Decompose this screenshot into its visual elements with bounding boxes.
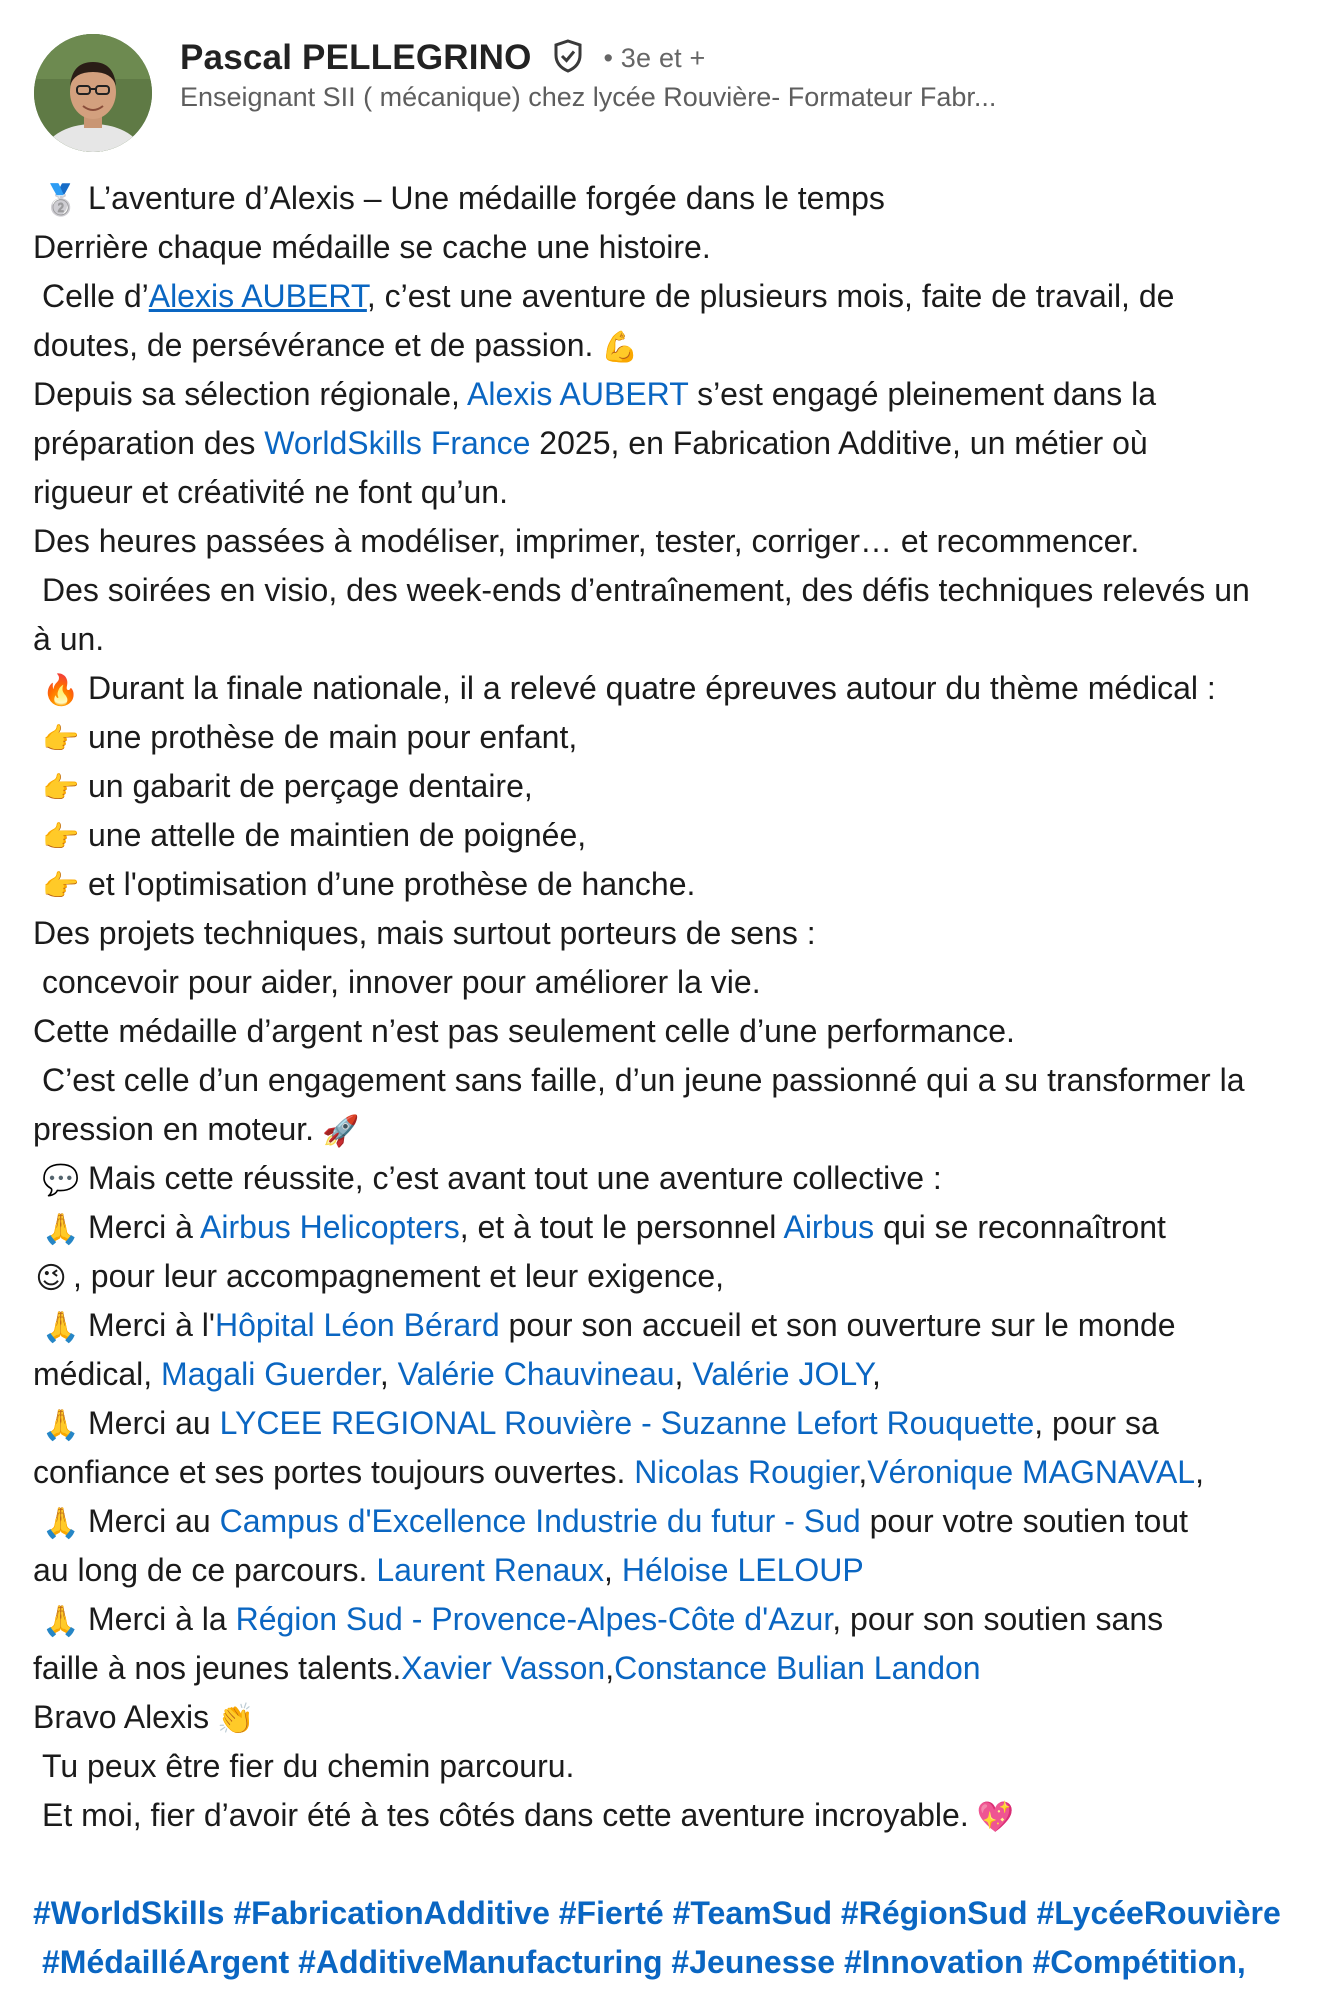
post-line: 🙏 Merci à l'Hôpital Léon Bérard pour son accueil et son ouverture sur le monde <box>33 1301 1323 1350</box>
paragraph-gap <box>33 1840 1323 1889</box>
post-line: doutes, de persévérance et de passion. 💪 <box>33 321 1323 370</box>
post-line: Des projets techniques, mais surtout porteurs de sens : <box>33 915 816 951</box>
post-line: Depuis sa sélection régionale, Alexis AUBERT s’est engagé pleinement dans la <box>33 376 1157 412</box>
mention-link[interactable]: Hôpital Léon Bérard <box>215 1307 500 1343</box>
post-line: 💬 Mais cette réussite, c’est avant tout une aventure collective : <box>33 1154 1323 1203</box>
post-line: Des heures passées à modéliser, imprimer, tester, corriger… et recommencer. <box>33 523 1140 559</box>
mention-link[interactable]: Région Sud - Provence-Alpes-Côte d'Azur <box>235 1601 833 1637</box>
post-line: 😉 , pour leur accompagnement et leur exigence, <box>33 1252 1323 1301</box>
post-line: C’est celle d’un engagement sans faille, d’un jeune passionné qui a su transformer la <box>42 1062 1245 1098</box>
post-line: Et moi, fier d’avoir été à tes côtés dans cette aventure incroyable. 💖 <box>33 1791 1323 1840</box>
post-line: Tu peux être fier du chemin parcouru. <box>42 1748 575 1784</box>
folded-hands-icon: 🙏 <box>42 1507 80 1540</box>
post-line: 🙏 Merci à Airbus Helicopters, et à tout le personnel Airbus qui se reconnaîtront <box>33 1203 1323 1252</box>
pointing-right-icon: 👉 <box>42 821 80 854</box>
post-line: faille à nos jeunes talents.Xavier Vasson,Constance Bulian Landon <box>33 1650 981 1686</box>
post-line: Des soirées en visio, des week-ends d’entraînement, des défis techniques relevés un <box>42 572 1250 608</box>
avatar[interactable] <box>34 34 152 152</box>
mention-link[interactable]: Alexis AUBERT <box>148 278 367 314</box>
post-line: 🙏 Merci à la Région Sud - Provence-Alpes-Côte d'Azur, pour son soutien sans <box>33 1595 1323 1644</box>
post-line: à un. <box>33 621 105 657</box>
post-line: 👉 et l'optimisation d’une prothèse de hanche. <box>33 860 1323 909</box>
mention-link[interactable]: Xavier Vasson <box>401 1650 606 1686</box>
folded-hands-icon: 🙏 <box>42 1409 80 1442</box>
silver-medal-icon: 🥈 <box>42 184 80 217</box>
author-name[interactable]: Pascal PELLEGRINO <box>180 38 532 77</box>
mention-link[interactable]: Constance Bulian Landon <box>614 1650 981 1686</box>
mention-link[interactable]: Airbus <box>783 1209 875 1245</box>
heart-icon: 💖 <box>976 1801 1015 1834</box>
mention-link[interactable]: Valérie Chauvineau <box>397 1356 675 1392</box>
post-line: concevoir pour aider, innover pour améliorer la vie. <box>42 964 761 1000</box>
verified-shield-icon <box>552 39 584 82</box>
post-line: au long de ce parcours. Laurent Renaux, Héloise LELOUP <box>33 1552 864 1588</box>
hashtags-line[interactable]: #WorldSkills #FabricationAdditive #Fierté #TeamSud #RégionSud #LycéeRouvière <box>33 1895 1281 1931</box>
post-header <box>34 34 1314 152</box>
author-name-row[interactable] <box>180 38 706 82</box>
mention-link[interactable]: Airbus Helicopters <box>200 1209 460 1245</box>
post-line: 👉 un gabarit de perçage dentaire, <box>33 762 1323 811</box>
post-line: 🥈 L’aventure d’Alexis – Une médaille forgée dans le temps <box>33 174 1323 223</box>
mention-link[interactable]: WorldSkills France <box>264 425 531 461</box>
pointing-right-icon: 👉 <box>42 772 80 805</box>
fire-icon: 🔥 <box>42 674 80 707</box>
post-line: rigueur et créativité ne font qu’un. <box>33 474 508 510</box>
post-line: Cette médaille d’argent n’est pas seulement celle d’une performance. <box>33 1013 1015 1049</box>
mention-link[interactable]: Magali Guerder <box>161 1356 380 1392</box>
pointing-right-icon: 👉 <box>42 723 80 756</box>
mention-link[interactable]: Alexis AUBERT <box>467 376 689 412</box>
post-line: confiance et ses portes toujours ouvertes. Nicolas Rougier,Véronique MAGNAVAL, <box>33 1454 1204 1490</box>
post-line: 🙏 Merci au LYCEE REGIONAL Rouvière - Suzanne Lefort Rouquette, pour sa <box>33 1399 1323 1448</box>
mention-link[interactable]: Nicolas Rougier <box>634 1454 859 1490</box>
post-line: 👉 une prothèse de main pour enfant, <box>33 713 1323 762</box>
folded-hands-icon: 🙏 <box>42 1311 80 1344</box>
mention-link[interactable]: Véronique MAGNAVAL <box>867 1454 1196 1490</box>
post-line: médical, Magali Guerder, Valérie Chauvineau, Valérie JOLY, <box>33 1356 881 1392</box>
post-line: 🔥 Durant la finale nationale, il a relevé quatre épreuves autour du thème médical : <box>33 664 1323 713</box>
mention-link[interactable]: Campus d'Excellence Industrie du futur - Sud <box>219 1503 861 1539</box>
post-line: préparation des WorldSkills France 2025, en Fabrication Additive, un métier où <box>33 425 1148 461</box>
flexed-biceps-icon: 💪 <box>601 331 639 364</box>
post-line: 👉 une attelle de maintien de poignée, <box>33 811 1323 860</box>
post-line: 🙏 Merci au Campus d'Excellence Industrie du futur - Sud pour votre soutien tout <box>33 1497 1323 1546</box>
post-line: pression en moteur. 🚀 <box>33 1105 1323 1154</box>
author-headline: Enseignant SII ( mécanique) chez lycée Rouvière- Formateur Fabr... <box>180 82 997 112</box>
mention-link[interactable]: Héloise LELOUP <box>621 1552 864 1588</box>
folded-hands-icon: 🙏 <box>42 1605 80 1638</box>
folded-hands-icon: 🙏 <box>42 1213 80 1246</box>
post-line: Bravo Alexis 👏 <box>33 1693 1323 1742</box>
post-line: Derrière chaque médaille se cache une histoire. <box>33 229 711 265</box>
post-line: Celle d’Alexis AUBERT, c’est une aventure de plusieurs mois, faite de travail, de <box>42 278 1175 314</box>
rocket-icon: 🚀 <box>322 1115 360 1148</box>
winking-face-icon: 😉 <box>35 1262 67 1295</box>
hashtags-line[interactable]: #MédailléArgent #AdditiveManufacturing #Jeunesse #Innovation #Compétition, <box>42 1944 1246 1980</box>
connection-degree: • 3e et + <box>603 43 706 73</box>
avatar-photo <box>34 34 152 152</box>
pointing-right-icon: 👉 <box>42 870 80 903</box>
mention-link[interactable]: Laurent Renaux <box>376 1552 605 1588</box>
speech-bubble-icon: 💬 <box>42 1164 80 1197</box>
clapping-hands-icon: 👏 <box>217 1703 255 1736</box>
mention-link[interactable]: LYCEE REGIONAL Rouvière - Suzanne Lefort Rouquette <box>219 1405 1035 1441</box>
mention-link[interactable]: Valérie JOLY <box>692 1356 872 1392</box>
post-body <box>33 174 1323 1987</box>
